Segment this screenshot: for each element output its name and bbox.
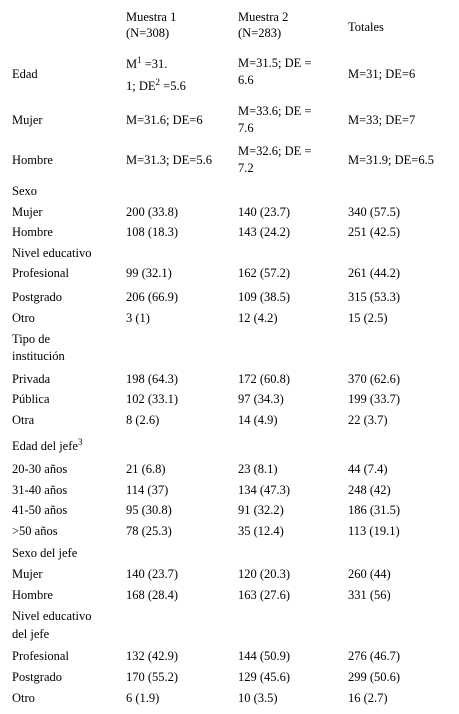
- cell-totales: 199 (33.7): [348, 392, 401, 406]
- cell-muestra-2: 14 (4.9): [238, 413, 278, 427]
- cell-muestra-2: 134 (47.3): [238, 483, 291, 497]
- cell-muestra-2: 162 (57.2): [238, 266, 291, 280]
- cell-muestra-1: 168 (28.4): [126, 588, 179, 602]
- cell-muestra-2: [238, 103, 342, 137]
- cell-muestra-1: 200 (33.8): [126, 205, 179, 219]
- cell-muestra-1: M=31.6; DE=6: [126, 113, 203, 127]
- cell-totales: 113 (19.1): [348, 524, 400, 538]
- cell-muestra-1: 108 (18.3): [126, 225, 179, 239]
- header-muestra-1: [126, 9, 232, 41]
- cell-muestra-1: 99 (32.1): [126, 266, 172, 280]
- cell-muestra-2: 109 (38.5): [238, 290, 291, 304]
- cell-totales: 299 (50.6): [348, 670, 401, 684]
- cell-totales: 251 (42.5): [348, 225, 401, 239]
- cell-muestra-2: 12 (4.2): [238, 311, 278, 325]
- header-muestra-1-title: Muestra 1: [126, 10, 177, 24]
- row-label: Nivel educativo: [12, 609, 92, 623]
- footnote-2: 2: [155, 77, 161, 87]
- cell-muestra-1: 95 (30.8): [126, 503, 172, 517]
- edad-m2-line1: M=31.5; DE =: [238, 56, 312, 70]
- header-muestra-2: [238, 9, 342, 41]
- cell-totales: 186 (31.5): [348, 503, 401, 517]
- cell-totales: M=31; DE=6: [348, 67, 416, 81]
- row-label: Edad del jefe$^3$: [12, 437, 83, 453]
- cell-muestra-1: 198 (64.3): [126, 372, 179, 386]
- cell-totales: 260 (44): [348, 567, 391, 581]
- row-label: Mujer: [12, 567, 43, 581]
- header-muestra-1-n: (N=308): [126, 26, 170, 40]
- cell-muestra-2: 172 (60.8): [238, 372, 291, 386]
- cell-totales: 261 (44.2): [348, 266, 401, 280]
- cell-muestra-1: 3 (1): [126, 311, 150, 325]
- row-label: Postgrado: [12, 290, 62, 304]
- cell-muestra-2: 35 (12.4): [238, 524, 284, 538]
- row-label: Sexo: [12, 184, 37, 198]
- cell-muestra-2: 144 (50.9): [238, 649, 291, 663]
- cell-muestra-2: [238, 55, 342, 89]
- mujer-m2-line2: 7.6: [238, 121, 254, 135]
- header-muestra-2-title: Muestra 2: [238, 10, 289, 24]
- row-label: Mujer: [12, 205, 43, 219]
- row-label: Profesional: [12, 649, 69, 663]
- row-label: Hombre: [12, 153, 53, 167]
- cell-totales: M=31.9; DE=6.5: [348, 153, 434, 167]
- cell-muestra-2: 10 (3.5): [238, 691, 278, 705]
- cell-totales: 16 (2.7): [348, 691, 388, 705]
- row-label: Otro: [12, 311, 35, 325]
- cell-muestra-2: 120 (20.3): [238, 567, 291, 581]
- hombre-m2-line1: M=32.6; DE =: [238, 144, 312, 158]
- cell-muestra-2: [238, 143, 342, 177]
- row-label: Privada: [12, 372, 51, 386]
- header-totales: [348, 19, 458, 35]
- cell-muestra-1: 114 (37): [126, 483, 169, 497]
- cell-muestra-1: 206 (66.9): [126, 290, 179, 304]
- cell-muestra-1: 21 (6.8): [126, 462, 166, 476]
- cell-muestra-1: 102 (33.1): [126, 392, 179, 406]
- row-label: Nivel educativo: [12, 246, 92, 260]
- cell-totales: 44 (7.4): [348, 462, 388, 476]
- cell-muestra-1: 78 (25.3): [126, 524, 172, 538]
- mujer-m2-line1: M=33.6; DE =: [238, 104, 312, 118]
- cell-muestra-2: 163 (27.6): [238, 588, 291, 602]
- cell-muestra-1: 8 (2.6): [126, 413, 160, 427]
- cell-muestra-2: 140 (23.7): [238, 205, 291, 219]
- cell-totales: 331 (56): [348, 588, 391, 602]
- footnote-1: 1: [137, 55, 142, 65]
- row-label: Postgrado: [12, 670, 62, 684]
- edad-m1-line1: $M^1 =31$.: [126, 55, 168, 71]
- cell-muestra-2: 97 (34.3): [238, 392, 284, 406]
- header-totales-label: Totales: [348, 20, 384, 34]
- row-label: Otra: [12, 413, 35, 427]
- row-label: Mujer: [12, 113, 43, 127]
- row-label: 41-50 años: [12, 503, 68, 517]
- cell-totales: 370 (62.6): [348, 372, 401, 386]
- cell-muestra-2: 129 (45.6): [238, 670, 291, 684]
- row-label: institución: [12, 349, 65, 363]
- cell-muestra-1: M=31.3; DE=5.6: [126, 153, 212, 167]
- cell-totales: 276 (46.7): [348, 649, 401, 663]
- hombre-m2-line2: 7.2: [238, 161, 254, 175]
- cell-muestra-1: 170 (55.2): [126, 670, 179, 684]
- cell-muestra-1: [126, 53, 232, 97]
- row-label: Otro: [12, 691, 35, 705]
- row-label: Hombre: [12, 225, 53, 239]
- cell-totales: 15 (2.5): [348, 311, 388, 325]
- edad-m1-line2: 1; $DE^2 =5.6$: [126, 77, 186, 93]
- cell-muestra-1: 6 (1.9): [126, 691, 160, 705]
- cell-totales: 248 (42): [348, 483, 391, 497]
- cell-muestra-1: 132 (42.9): [126, 649, 179, 663]
- row-label: Pública: [12, 392, 50, 406]
- row-label: Tipo de: [12, 332, 51, 346]
- row-label: Hombre: [12, 588, 53, 602]
- cell-muestra-2: 91 (32.2): [238, 503, 284, 517]
- cell-muestra-1: 140 (23.7): [126, 567, 179, 581]
- row-label: Sexo del jefe: [12, 546, 78, 560]
- cell-totales: 315 (53.3): [348, 290, 401, 304]
- row-label: >50 años: [12, 524, 58, 538]
- cell-totales: M=33; DE=7: [348, 113, 416, 127]
- footnote-3: 3: [77, 437, 83, 447]
- cell-totales: 340 (57.5): [348, 205, 401, 219]
- cell-muestra-2: 23 (8.1): [238, 462, 278, 476]
- edad-m2-line2: 6.6: [238, 73, 254, 87]
- row-label: 31-40 años: [12, 483, 68, 497]
- cell-muestra-2: 143 (24.2): [238, 225, 291, 239]
- cell-totales: 22 (3.7): [348, 413, 388, 427]
- row-label: Profesional: [12, 266, 69, 280]
- row-label: del jefe: [12, 627, 50, 641]
- row-label: 20-30 años: [12, 462, 68, 476]
- header-muestra-2-n: (N=283): [238, 26, 282, 40]
- row-label: Edad: [12, 67, 38, 81]
